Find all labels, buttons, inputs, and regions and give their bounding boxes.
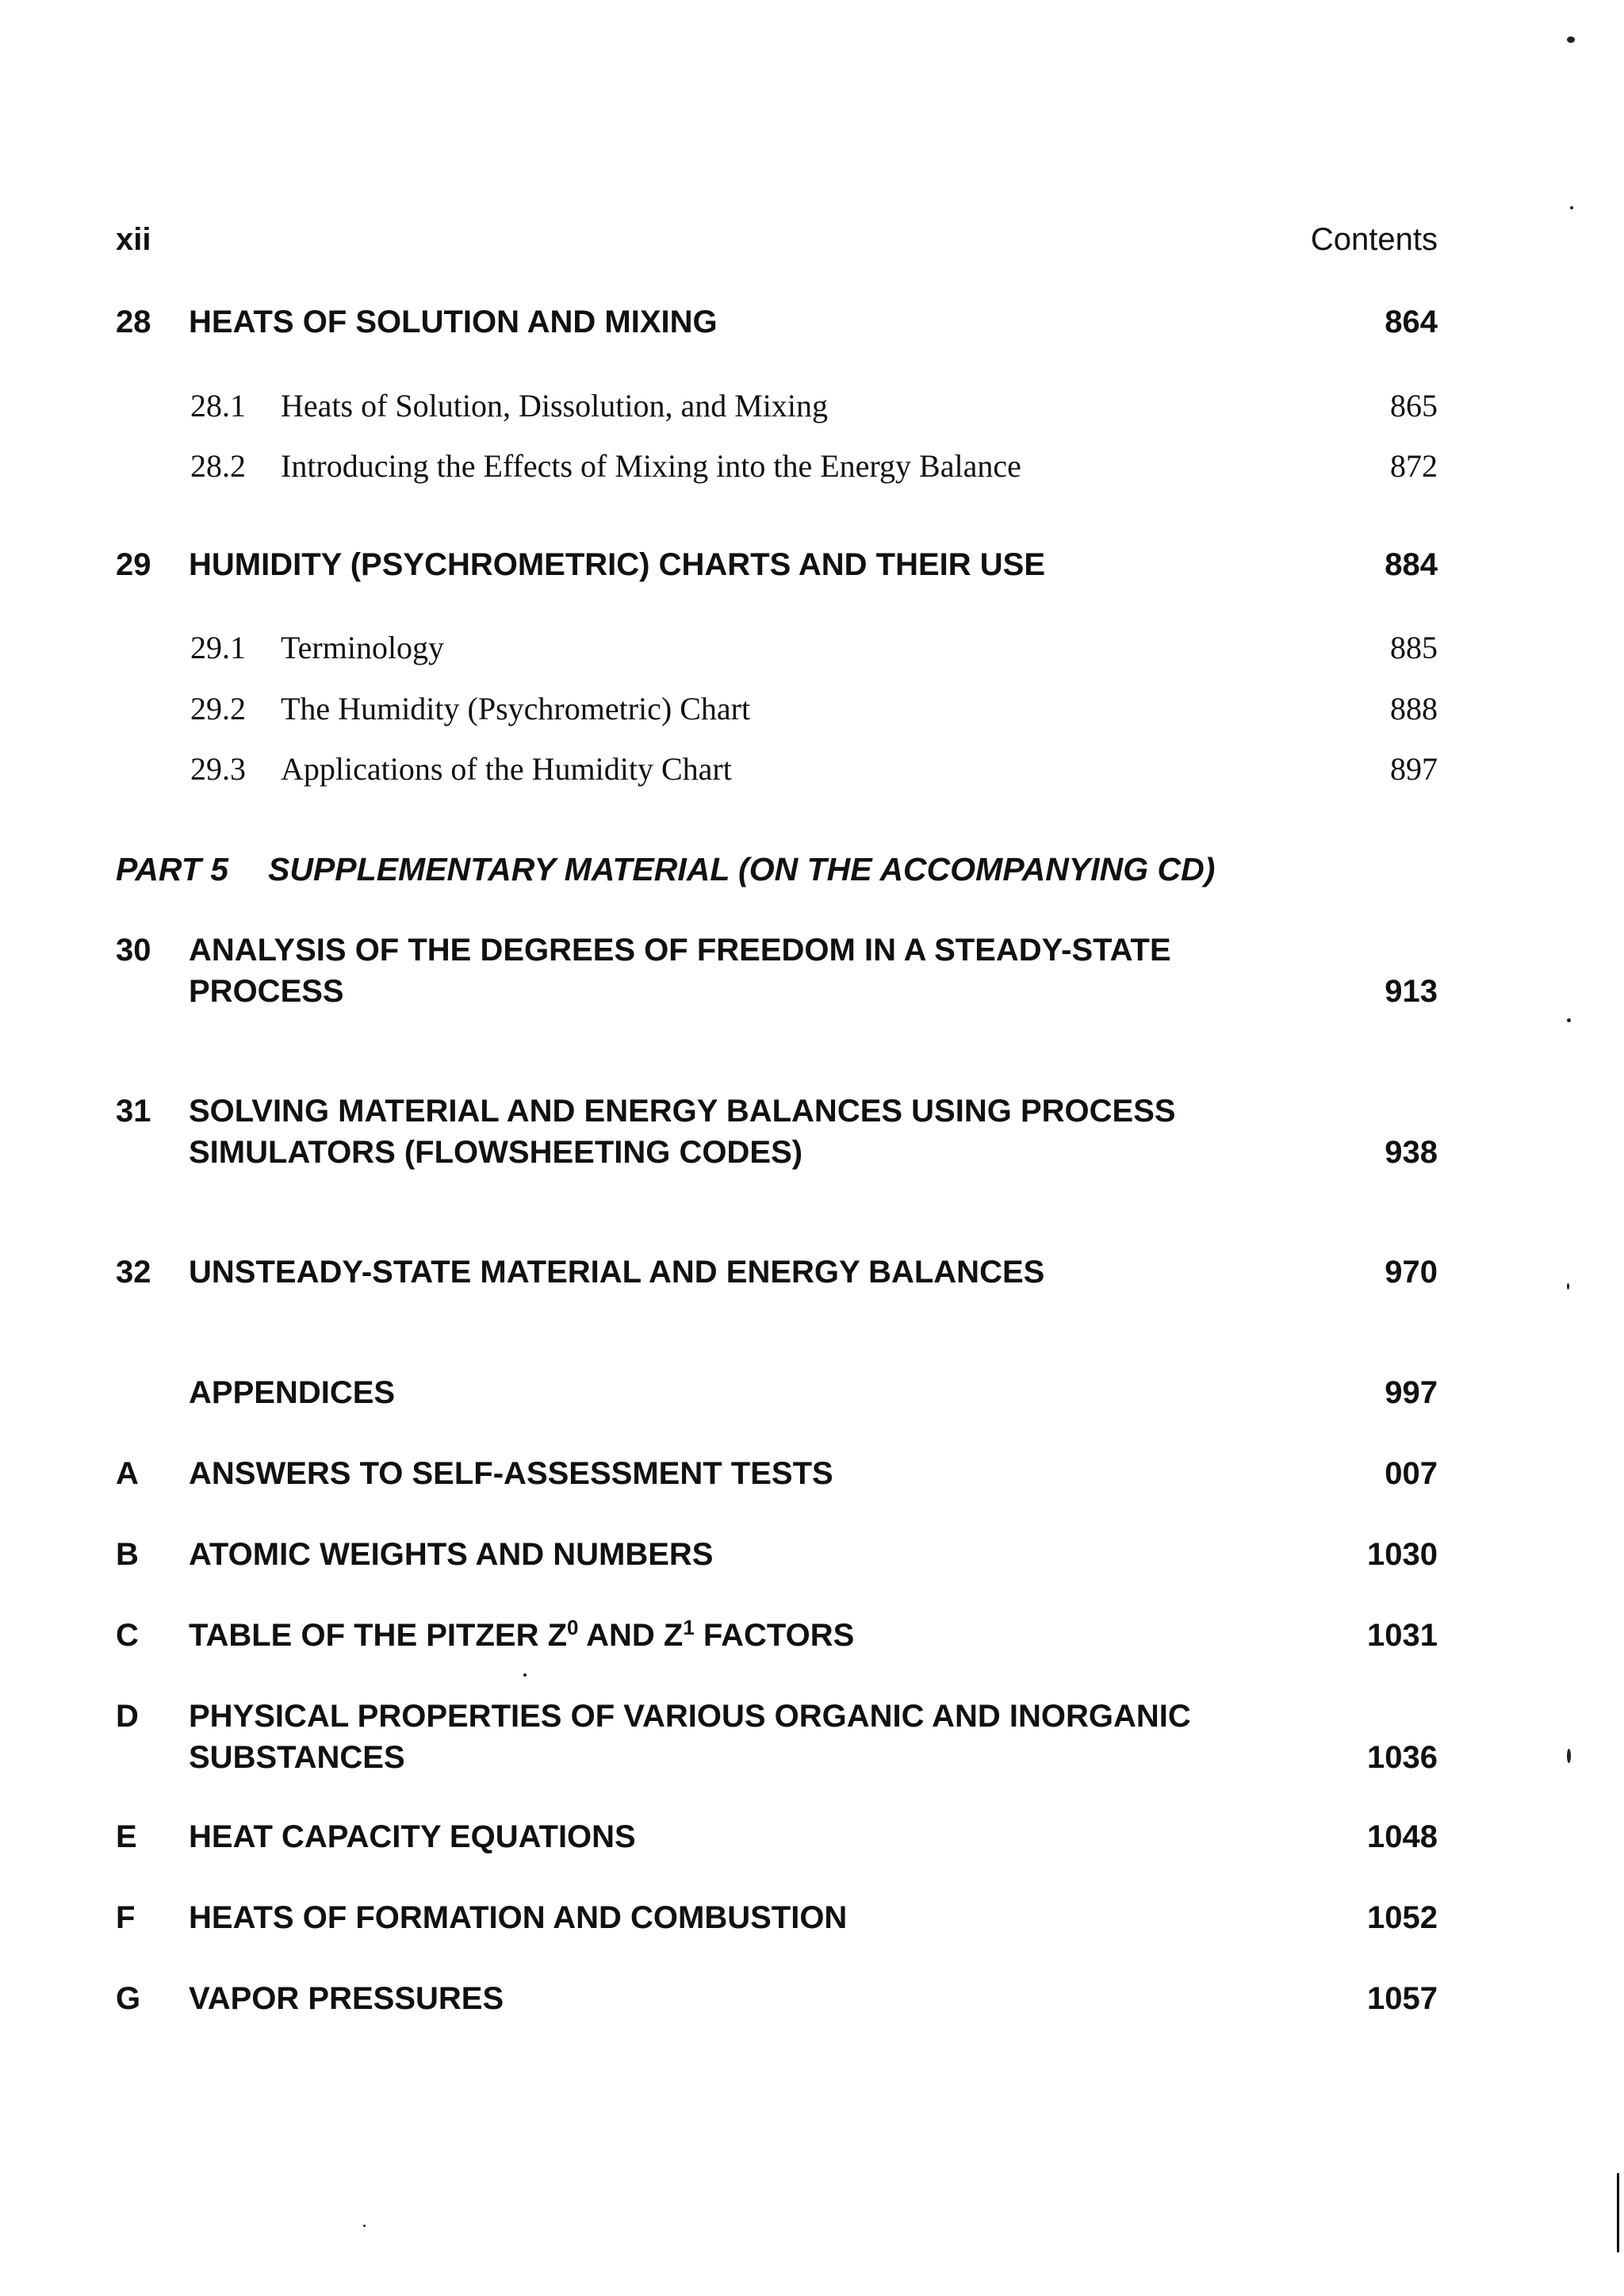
scan-speck xyxy=(1567,1283,1569,1290)
appendix-page: 1057 xyxy=(1367,1981,1438,2016)
section-title: Heats of Solution, Dissolution, and Mixing xyxy=(281,388,828,424)
section-page: 897 xyxy=(1390,751,1438,787)
appendix-page: 1036 xyxy=(1367,1740,1438,1775)
scan-edge-line xyxy=(1617,2173,1619,2252)
superscript-zero: 0 xyxy=(567,1616,579,1639)
appendix-page: 1052 xyxy=(1367,1900,1438,1935)
part-title: SUPPLEMENTARY MATERIAL (ON THE ACCOMPANYING CD) xyxy=(268,851,1216,887)
appendix-page: 1048 xyxy=(1367,1819,1438,1854)
scan-speck xyxy=(1567,1018,1571,1022)
chapter-number: 28 xyxy=(116,305,151,339)
scan-speck xyxy=(1567,36,1575,43)
chapter-page: 970 xyxy=(1385,1255,1438,1290)
chapter-number: 31 xyxy=(116,1094,151,1129)
chapter-title-line-1: ANALYSIS OF THE DEGREES OF FREEDOM IN A STEADY-STATE xyxy=(189,933,1171,968)
appendix-title-part: AND Z xyxy=(578,1618,684,1653)
chapter-title xyxy=(189,1091,1299,1173)
chapter-number: 29 xyxy=(116,547,151,582)
chapter-page: 884 xyxy=(1385,547,1438,582)
section-number: 28.1 xyxy=(190,388,246,424)
chapter-title: HEATS OF SOLUTION AND MIXING xyxy=(189,305,718,339)
chapter-page: 938 xyxy=(1385,1135,1438,1170)
section-page: 888 xyxy=(1390,691,1438,726)
appendix-page: 1031 xyxy=(1367,1618,1438,1653)
appendix-title: ATOMIC WEIGHTS AND NUMBERS xyxy=(189,1537,714,1572)
chapter-title xyxy=(189,930,1299,1012)
appendix-letter: E xyxy=(116,1819,137,1854)
section-page: 872 xyxy=(1390,448,1438,484)
section-number: 29.2 xyxy=(190,691,246,726)
scan-speck xyxy=(1567,1749,1571,1763)
appendix-title: HEATS OF FORMATION AND COMBUSTION xyxy=(189,1900,848,1935)
appendix-title-part: FACTORS xyxy=(694,1618,855,1653)
running-head-title: Contents xyxy=(1310,222,1438,257)
appendix-title: VAPOR PRESSURES xyxy=(189,1981,504,2016)
section-number: 28.2 xyxy=(190,448,246,484)
running-head xyxy=(116,222,1438,262)
chapter-title-line-2: SIMULATORS (FLOWSHEETING CODES) xyxy=(189,1135,803,1170)
superscript-one: 1 xyxy=(683,1616,695,1639)
scan-speck xyxy=(1570,206,1573,209)
section-title: The Humidity (Psychrometric) Chart xyxy=(281,691,751,726)
appendix-letter: G xyxy=(116,1981,141,2016)
appendix-letter: A xyxy=(116,1456,139,1491)
appendix-title: HEAT CAPACITY EQUATIONS xyxy=(189,1819,636,1854)
section-title: Applications of the Humidity Chart xyxy=(281,751,732,787)
section-page: 865 xyxy=(1390,388,1438,424)
chapter-title: UNSTEADY-STATE MATERIAL AND ENERGY BALANCES xyxy=(189,1255,1045,1290)
section-page: 885 xyxy=(1390,630,1438,665)
scan-speck xyxy=(523,1673,527,1677)
chapter-title-line-1: SOLVING MATERIAL AND ENERGY BALANCES USING PROCESS xyxy=(189,1094,1176,1129)
scan-speck xyxy=(363,2225,366,2227)
appendix-title-line-1: PHYSICAL PROPERTIES OF VARIOUS ORGANIC AND INORGANIC xyxy=(189,1699,1191,1734)
appendices-title: APPENDICES xyxy=(189,1375,396,1410)
section-title: Terminology xyxy=(281,630,445,665)
chapter-title-line-2: PROCESS xyxy=(189,974,344,1009)
chapter-number: 30 xyxy=(116,933,151,968)
chapter-number: 32 xyxy=(116,1255,151,1290)
section-number: 29.3 xyxy=(190,751,246,787)
appendix-title xyxy=(189,1696,1299,1778)
section-title: Introducing the Effects of Mixing into the Energy Balance xyxy=(281,448,1021,484)
appendix-letter: F xyxy=(116,1900,136,1935)
appendix-page: 007 xyxy=(1385,1456,1438,1491)
appendix-letter: C xyxy=(116,1618,139,1653)
appendix-title-part: TABLE OF THE PITZER Z xyxy=(189,1618,568,1653)
appendix-title xyxy=(189,1615,1299,1656)
chapter-title: HUMIDITY (PSYCHROMETRIC) CHARTS AND THEIR USE xyxy=(189,547,1046,582)
appendix-title-line-2: SUBSTANCES xyxy=(189,1740,405,1775)
part-label: PART 5 xyxy=(116,851,229,887)
page-folio: xii xyxy=(116,222,151,257)
appendix-letter: D xyxy=(116,1699,139,1734)
appendix-page: 1030 xyxy=(1367,1537,1438,1572)
appendix-letter: B xyxy=(116,1537,139,1572)
appendix-title: ANSWERS TO SELF-ASSESSMENT TESTS xyxy=(189,1456,833,1491)
chapter-page: 864 xyxy=(1385,305,1438,339)
chapter-page: 913 xyxy=(1385,974,1438,1009)
appendices-page: 997 xyxy=(1385,1375,1438,1410)
section-number: 29.1 xyxy=(190,630,246,665)
